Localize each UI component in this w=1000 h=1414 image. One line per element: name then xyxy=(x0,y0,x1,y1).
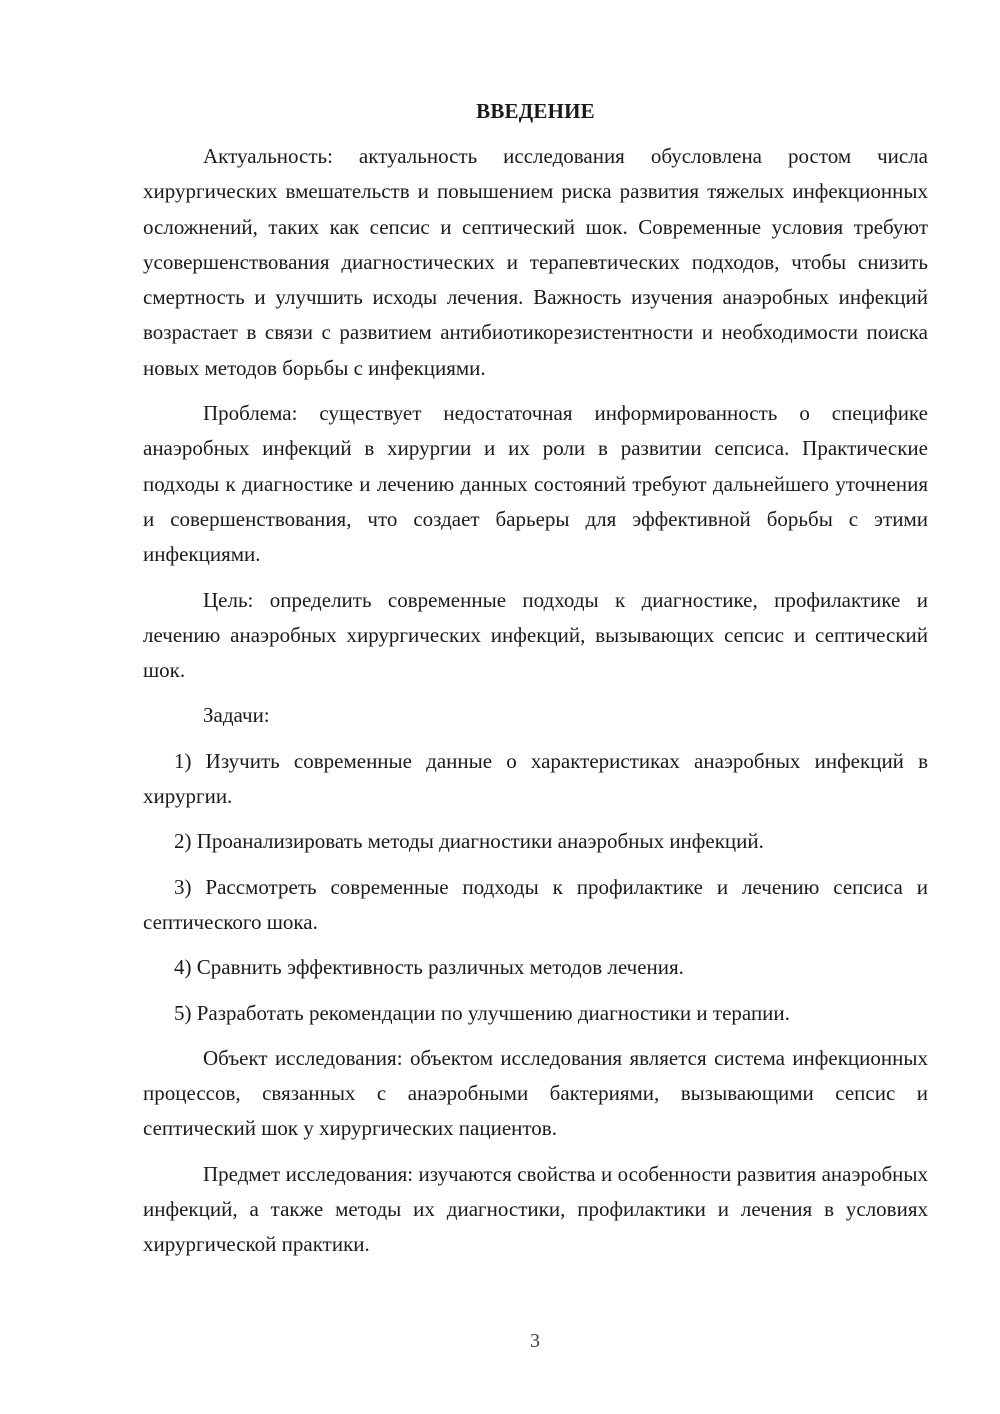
subject-paragraph: Предмет исследования: изучаются свойства и особенности развития анаэробных инфекций, а также методы их диагностики, профилактики и лечения в условиях хирургической практики. xyxy=(143,1161,928,1257)
page-number: 3 xyxy=(530,1330,540,1352)
task-item-3: 3) Рассмотреть современные подходы к профилактике и лечению сепсиса и септического шока. xyxy=(143,874,928,934)
task-item-5: 5) Разработать рекомендации по улучшению диагностики и терапии. xyxy=(174,1000,790,1025)
task-item-1: 1) Изучить современные данные о характеристиках анаэробных инфекций в хирургии. xyxy=(143,748,928,809)
problem-paragraph: Проблема: существует недостаточная информированность о специфике анаэробных инфекций в хирургии и их роли в развитии сепсиса. Практические подходы к диагностике и лечению данных состояний требуют дальнейшего уточнения и совершенствования, что создает барьеры для эффективной борьбы с этими инфекциями. xyxy=(143,401,928,567)
goal-paragraph: Цель: определить современные подходы к диагностике, профилактике и лечению анаэробных хирургических инфекций, вызывающих сепсис и септический шок. xyxy=(143,587,928,683)
object-paragraph: Объект исследования: объектом исследования является система инфекционных процессов, связанных с анаэробными бактериями, вызывающими сепсис и септический шок у хирургических пациентов. xyxy=(143,1045,928,1141)
relevance-paragraph: Актуальность: актуальность исследования обусловлена ростом числа хирургических вмешательств и повышением риска развития тяжелых инфекционных осложнений, таких как сепсис и септический шок. Современные условия требуют усовершенствования диагностических и терапевтических подходов, чтобы снизить смертность и улучшить исходы лечения. Важность изучения анаэробных инфекций возрастает в связи с развитием антибиотикорезистентности и необходимости поиска новых методов борьбы с инфекциями. xyxy=(143,144,928,380)
document-page xyxy=(143,95,928,1263)
page-heading: ВВЕДЕНИЕ xyxy=(476,99,595,123)
task-item-2: 2) Проанализировать методы диагностики анаэробных инфекций. xyxy=(174,829,764,854)
tasks-label: Задачи: xyxy=(203,703,270,728)
task-item-4: 4) Сравнить эффективность различных методов лечения. xyxy=(174,955,684,980)
